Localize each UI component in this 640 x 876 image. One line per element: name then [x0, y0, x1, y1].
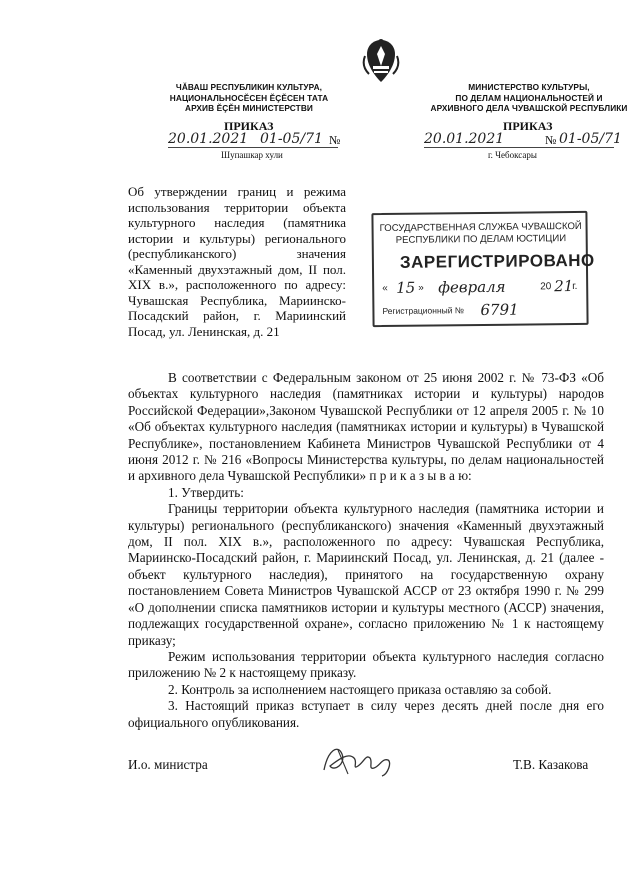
- body-paragraph-approve: 1. Утвердить:: [168, 484, 244, 500]
- left-city: Шупашкар хули: [221, 150, 283, 160]
- right-header-ministry: [425, 82, 633, 114]
- stamp-authority-line2: РЕСПУБЛИКИ ПО ДЕЛАМ ЮСТИЦИИ: [395, 233, 567, 246]
- stamp-date-row: « 15 » февраля 20 21 г.: [382, 277, 578, 297]
- right-number-sign: №: [545, 133, 557, 147]
- left-date-handwritten: 20.01.2021: [168, 131, 249, 147]
- stamp-registered: ЗАРЕГИСТРИРОВАНО: [399, 250, 595, 272]
- stamp-reg-number-handwritten: 6791: [480, 300, 519, 319]
- left-header-line2: НАЦИОНАЛЬНОСĔСЕН ĔÇĔСЕН ТАТА: [169, 92, 329, 103]
- left-header-ministry: [160, 82, 338, 114]
- left-prikaz-label: ПРИКАЗ: [224, 119, 274, 133]
- left-number-handwritten: 01-05/71: [260, 131, 323, 147]
- left-date-line: [168, 147, 338, 148]
- stamp-reg-row: [382, 301, 578, 321]
- right-number-handwritten: 01-05/71: [559, 131, 622, 147]
- document-body: [128, 370, 604, 731]
- body-paragraph-boundaries: Границы территории объекта культурного наследия (памятника истории и культуры) регионального (республиканского) значения «Каменный двухэтажный дом, II пол. XIX в.», расположенного по адресу: Чувашская Республика, Мариинско-Посадский район, г. Мариинский Посад, ул. Ленинская, д. 21 (далее - объект культурного наследия), принятого на государственную охрану постановлением Совета Министров Чувашской АССР от 23 октября 1990 г. № 299 «О дополнении списка памятников истории и культуры местного (АССР) значения, подлежащих государственной охране», согласно приложению № 1 к настоящему приказу;: [128, 501, 604, 648]
- stamp-reg-label: Регистрационный №: [382, 305, 465, 317]
- signatory-name: Т.В. Казакова: [513, 757, 589, 772]
- signatory-position: И.о. министра: [128, 757, 208, 772]
- stamp-month-handwritten: февраля: [438, 277, 506, 297]
- body-paragraph-effective: 3. Настоящий приказ вступает в силу через десять дней после дня его официального опубликования.: [128, 698, 604, 730]
- stamp-year-prefix: 20: [540, 281, 552, 293]
- handwritten-signature: [318, 740, 398, 780]
- right-header-line1: МИНИСТЕРСТВО КУЛЬТУРЫ,: [468, 82, 590, 92]
- left-header-line1: ЧĂВАШ РЕСПУБЛИКИН КУЛЬТУРА,: [175, 82, 323, 92]
- body-paragraph-preamble: В соответствии с Федеральным законом от 25 июня 2002 г. № 73-ФЗ «Об объектах культурного наследия (памятниках истории и культуры) народов Российской Федерации»,Законом Чувашской Республики от 12 апреля 2005 г. № 10 «Об объектах культурного наследия (памятниках истории и культуры) в Чувашской Республике», постановлением Кабинета Министров Чувашской Республики от 4 июня 2012 г. № 216 «Вопросы Министерства культуры, по делам национальностей и архивного дела Чувашской Республики» п р и к а з ы в а ю:: [128, 370, 604, 484]
- right-header-line2: ПО ДЕЛАМ НАЦИОНАЛЬНОСТЕЙ И: [455, 92, 603, 103]
- stamp-authority-line1: ГОСУДАРСТВЕННАЯ СЛУЖБА ЧУВАШСКОЙ: [379, 220, 582, 235]
- document-title: Об утверждении границ и режима использования территории объекта культурного наследия (памятника истории и культуры) регионального (республиканского) значения «Каменный двухэтажный дом, II пол. XIX в.», расположенного по адресу: Чувашская Республика, Мариинско-Посадский район, г. Мариинский Посад, ул. Ленинская, д. 21: [128, 184, 346, 339]
- stamp-year-handwritten: 21: [554, 277, 574, 296]
- left-number-sign: №: [329, 133, 341, 147]
- right-date-line: [424, 147, 614, 148]
- registration-stamp: [371, 211, 595, 327]
- body-paragraph-control: 2. Контроль за исполнением настоящего приказа оставляю за собой.: [168, 681, 552, 697]
- right-prikaz-label: ПРИКАЗ: [503, 119, 553, 133]
- coat-of-arms-emblem: [359, 36, 403, 86]
- body-paragraph-regime: Режим использования территории объекта культурного наследия согласно приложению № 2 к настоящему приказу.: [128, 648, 604, 681]
- left-header-line3: АРХИВ ĔÇĔН МИНИСТЕРСТВИ: [184, 103, 313, 113]
- stamp-year-suffix: г.: [572, 280, 578, 293]
- right-header-line3: АРХИВНОГО ДЕЛА ЧУВАШСКОЙ РЕСПУБЛИКИ: [430, 103, 628, 113]
- right-city: г. Чебоксары: [488, 150, 537, 160]
- right-date-handwritten: 20.01.2021: [424, 131, 505, 147]
- stamp-day-handwritten: 15: [396, 278, 416, 297]
